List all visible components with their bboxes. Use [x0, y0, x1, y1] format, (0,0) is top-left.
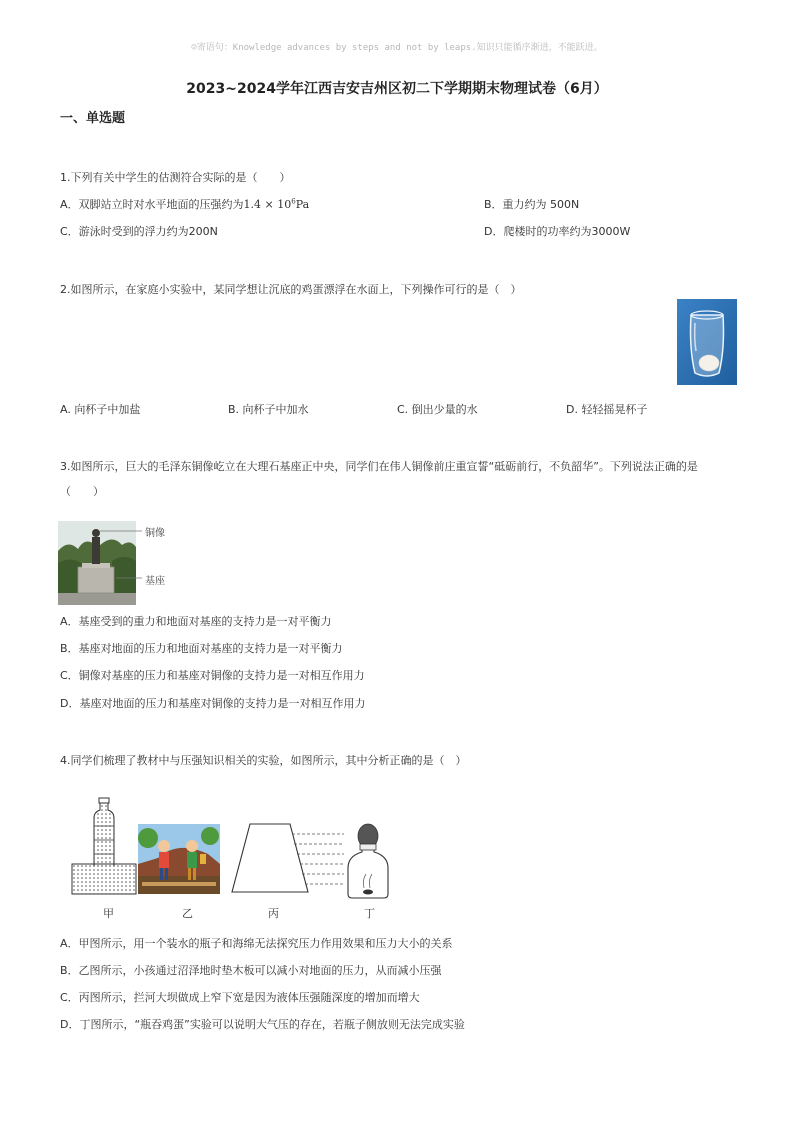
figure-label-jia: 甲	[103, 907, 114, 920]
q4-option-b: B．乙图所示，小孩通过沼泽地时垫木板可以减小对地面的压力，从而减小压强	[60, 964, 442, 977]
page-title: 2023~2024学年江西吉安吉州区初二下学期期末物理试卷（6月）	[186, 81, 608, 97]
q3-option-a: A．基座受到的重力和地面对基座的支持力是一对平衡力	[60, 615, 332, 628]
q1-formula-coef: 1.4	[243, 198, 262, 211]
egg-in-glass-photo	[677, 299, 737, 385]
q1-option-b: B．重力约为 500N	[484, 198, 580, 211]
q1-formula-base: 10	[277, 198, 292, 211]
figure-ding-egg-bottle	[344, 822, 392, 902]
q3-option-c: C．铜像对基座的压力和基座对铜像的支持力是一对相互作用力	[60, 669, 365, 682]
motto-header: ☺寄语句：Knowledge advances by steps and not by leaps.知识只能循序渐进，不能跃进。	[191, 43, 603, 53]
q2-option-a: A. 向杯子中加盐	[60, 403, 141, 416]
figure-label-yi: 乙	[182, 907, 193, 920]
q4-option-c: C．丙图所示，拦河大坝做成上窄下宽是因为液体压强随深度的增加而增大	[60, 991, 420, 1004]
q2-option-c: C. 倒出少量的水	[397, 403, 478, 416]
q1-option-a	[60, 196, 309, 212]
q1-option-d: D．爬楼时的功率约为3000W	[484, 225, 631, 238]
q4-stem: 4.同学们梳理了教材中与压强知识相关的实验，如图所示，其中分析正确的是（ ）	[60, 754, 467, 767]
label-base: 基座	[145, 576, 165, 587]
q4-option-a: A．甲图所示，用一个装水的瓶子和海绵无法探究压力作用效果和压力大小的关系	[60, 937, 453, 950]
q1-option-a-formula	[244, 198, 310, 211]
q1-stem: 1.下列有关中学生的估测符合实际的是（ ）	[60, 171, 291, 184]
q3-option-b: B．基座对地面的压力和地面对基座的支持力是一对平衡力	[60, 642, 343, 655]
q2-option-b: B. 向杯子中加水	[228, 403, 309, 416]
q1-option-c: C．游泳时受到的浮力约为200N	[60, 225, 218, 238]
q1-formula-times: ×	[264, 198, 274, 211]
figure-jia-bottle-on-sponge	[68, 796, 140, 900]
figure-label-bing: 丙	[268, 907, 279, 920]
q3-stem-line2: （ ）	[60, 485, 104, 498]
label-statue: 铜像	[145, 528, 165, 539]
q4-option-d: D．丁图所示，“瓶吞鸡蛋”实验可以说明大气压的存在，若瓶子侧放则无法完成实验	[60, 1018, 465, 1031]
figure-label-ding: 丁	[364, 907, 375, 920]
q1-option-a-text: A．双脚站立时对水平地面的压强约为	[60, 198, 244, 211]
q1-formula-unit: Pa	[295, 198, 310, 211]
q3-stem-line1: 3.如图所示，巨大的毛泽东铜像屹立在大理石基座正中央，同学们在伟人铜像前庄重宣誓“砥砺前行，不负韶华”。下列说法正确的是	[60, 460, 698, 473]
q2-option-d: D. 轻轻摇晃杯子	[566, 403, 648, 416]
q1-formula-exp: 6	[291, 197, 296, 206]
q3-option-d: D．基座对地面的压力和基座对铜像的支持力是一对相互作用力	[60, 697, 366, 710]
section-heading: 一、单选题	[60, 111, 126, 126]
figure-yi-kids-on-plank	[138, 824, 220, 894]
figure-bing-dam	[228, 820, 348, 896]
q2-stem: 2.如图所示，在家庭小实验中，某同学想让沉底的鸡蛋漂浮在水面上，下列操作可行的是（ ）	[60, 283, 522, 296]
